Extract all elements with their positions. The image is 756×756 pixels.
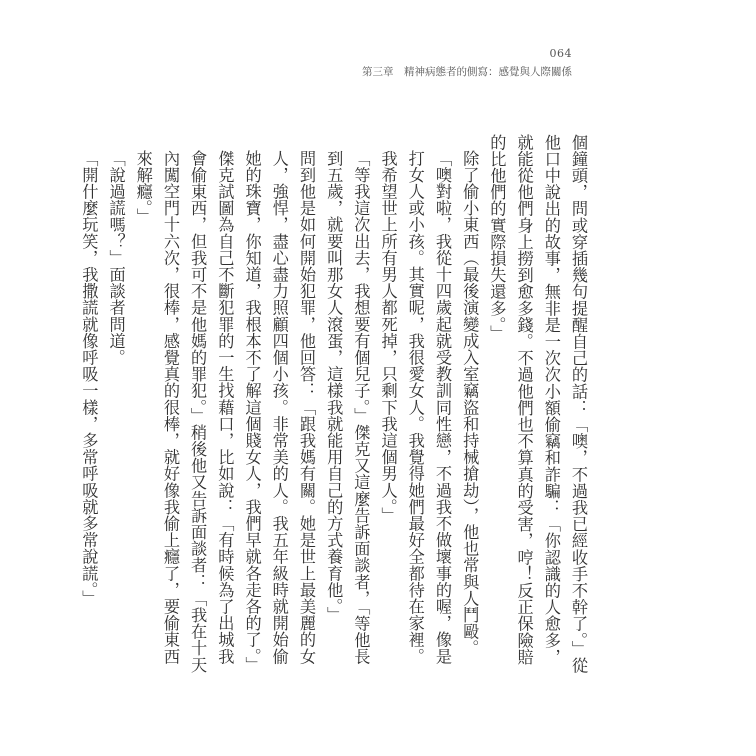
running-header: 第三章 精神病態者的側寫：感覺與人際關係 [362,66,572,78]
paragraph: 「開什麼玩笑，我撒謊就像呼吸一樣，多常呼吸就多常說謊。」 [79,150,99,607]
paragraph: 問到他是如何開始犯罪，他回答：「跟我媽有關。她是世上最美麗的女人，強悍，盡心盡力照顧四個小孩。非常美的人。我五年級時就開始偷她的珠寶，你知道，我根本不了解這個賤女人，我們早就各走各的了。」傑克試圖為自己不斷犯罪的一生找藉口，比如說：「有時候為了出城我會偷東西，但我可不是他媽的罪犯。」稍後他又告訴面談者：「我在十天內闖空門十六次，很棒，感覺真的很棒，就好像我偷上癮了，要偷東西來解癮。」 [133,150,316,674]
paragraph: 「說過謊嗎？」面談者問道。 [106,150,126,366]
paragraph: 除了偷小東西（最後演變成入室竊盜和持械搶劫），他也常與人鬥毆。「噢對啦，我從十四歲起就受教訓同性戀，不過我不做壞事的喔，像是打女人或小孩。其實呢，我很愛女人。我覺得她們最好全都待在家裡。我希望世上所有男人都死掉，只剩下我這個男人。」 [378,150,480,665]
body-text [75,134,592,680]
paragraph: 「等我這次出去，我想要有個兒子。」傑克又這麼告訴面談者，「等他長到五歲，就要叫那女人滾蛋，這樣我就能用自己的方式養育他。」 [324,150,371,665]
paragraph: 個鐘頭，問或穿插幾句提醒自己的話：「噢，不過我已經收手不幹了。」從他口中說出的故事，無非是一次次小額偷竊和詐騙：「你認識的人愈多，就能從他們身上撈到愈多錢。不過他們也不算真的受害，哼！反正保險賠的比他們的實際損失還多。」 [487,134,588,674]
page-number: 064 [549,47,572,60]
